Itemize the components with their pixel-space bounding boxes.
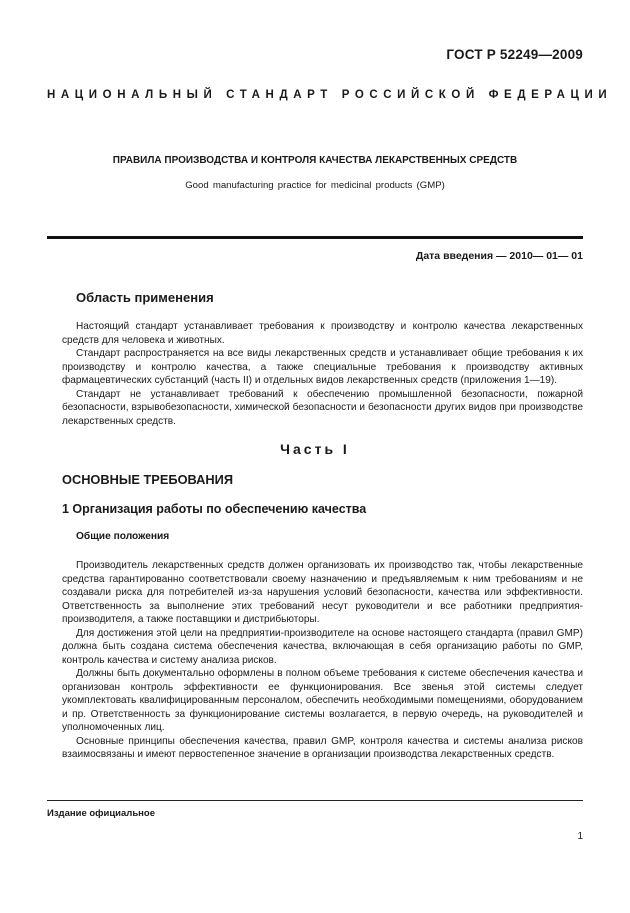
section-paragraph: Производитель лекарственных средств должен организовать их производство так, чтобы лекарственные средства гарантированно соответствовали своему назначению и предъявляемым к ним требованиям и не создавали риска для потребителей из-за нарушения условий безопасности, качества или эффективности. Ответственность за выполнение этих требований несут руководители и все работники предприятия-производителя, а также поставщики и дистрибьюторы. — [62, 560, 583, 625]
subsection-heading: Общие положения — [76, 531, 170, 542]
introduction-date: Дата введения — 2010— 01— 01 — [415, 250, 583, 262]
standard-title: ПРАВИЛА ПРОИЗВОДСТВА И КОНТРОЛЯ КАЧЕСТВА ЛЕКАРСТВЕННЫХ СРЕДСТВ — [112, 155, 518, 166]
section-heading: 1 Организация работы по обеспечению качества — [62, 502, 367, 516]
scope-paragraph: Настоящий стандарт устанавливает требования к производству и контролю качества лекарственных средств для человека и животных. — [62, 321, 583, 346]
national-standard-banner: НАЦИОНАЛЬНЫЙ СТАНДАРТ РОССИЙСКОЙ ФЕДЕРАЦИИ — [47, 89, 613, 101]
standard-subtitle: Good manufacturing practice for medicinal products (GMP) — [185, 180, 445, 191]
footer-divider — [47, 800, 583, 801]
part-title: Часть I — [280, 441, 350, 457]
section-paragraph: Должны быть документально оформлены в полном объеме требования к системе обеспечения качества и организован контроль эффективности ее функционирования. Все звенья этой системы следует укомплектовать квалифицированным персоналом, обеспечить необходимыми помещениями, оборудованием и пр. Ответственность за функционирование системы возлагается, в первую очередь, на руководителей и уполномоченных лиц. — [62, 668, 583, 733]
standard-code: ГОСТ Р 52249—2009 — [446, 47, 583, 62]
page-number: 1 — [577, 831, 583, 842]
scope-text — [62, 320, 583, 428]
scope-paragraph: Стандарт распространяется на все виды лекарственных средств и устанавливает общие требования к их производству и контролю качества, а также специальные требования к производству активных фармацевтических субстанций (часть II) и отдельных видов лекарственных средств (приложения 1—19). — [62, 348, 583, 386]
section-text — [62, 559, 583, 762]
section-paragraph: Основные принципы обеспечения качества, правил GMP, контроля качества и системы анализа рисков взаимосвязаны и имеют первостепенное значение в организации производства лекарственных средств. — [62, 735, 583, 760]
title-divider — [47, 236, 583, 239]
scope-paragraph: Стандарт не устанавливает требований к обеспечению промышленной безопасности, пожарной безопасности, взрывобезопасности, химической безопасности и безопасности других видов при производстве лекарственных средств. — [62, 388, 583, 427]
official-edition-label: Издание официальное — [47, 808, 155, 819]
section-paragraph: Для достижения этой цели на предприятии-производителе на основе настоящего стандарта (правил GMP) должна быть создана система обеспечения качества, включающая в себя организацию работы по GMP, контроль качества и систему анализа рисков. — [62, 627, 583, 666]
scope-heading: Область применения — [76, 290, 214, 305]
part-heading: ОСНОВНЫЕ ТРЕБОВАНИЯ — [62, 472, 234, 487]
